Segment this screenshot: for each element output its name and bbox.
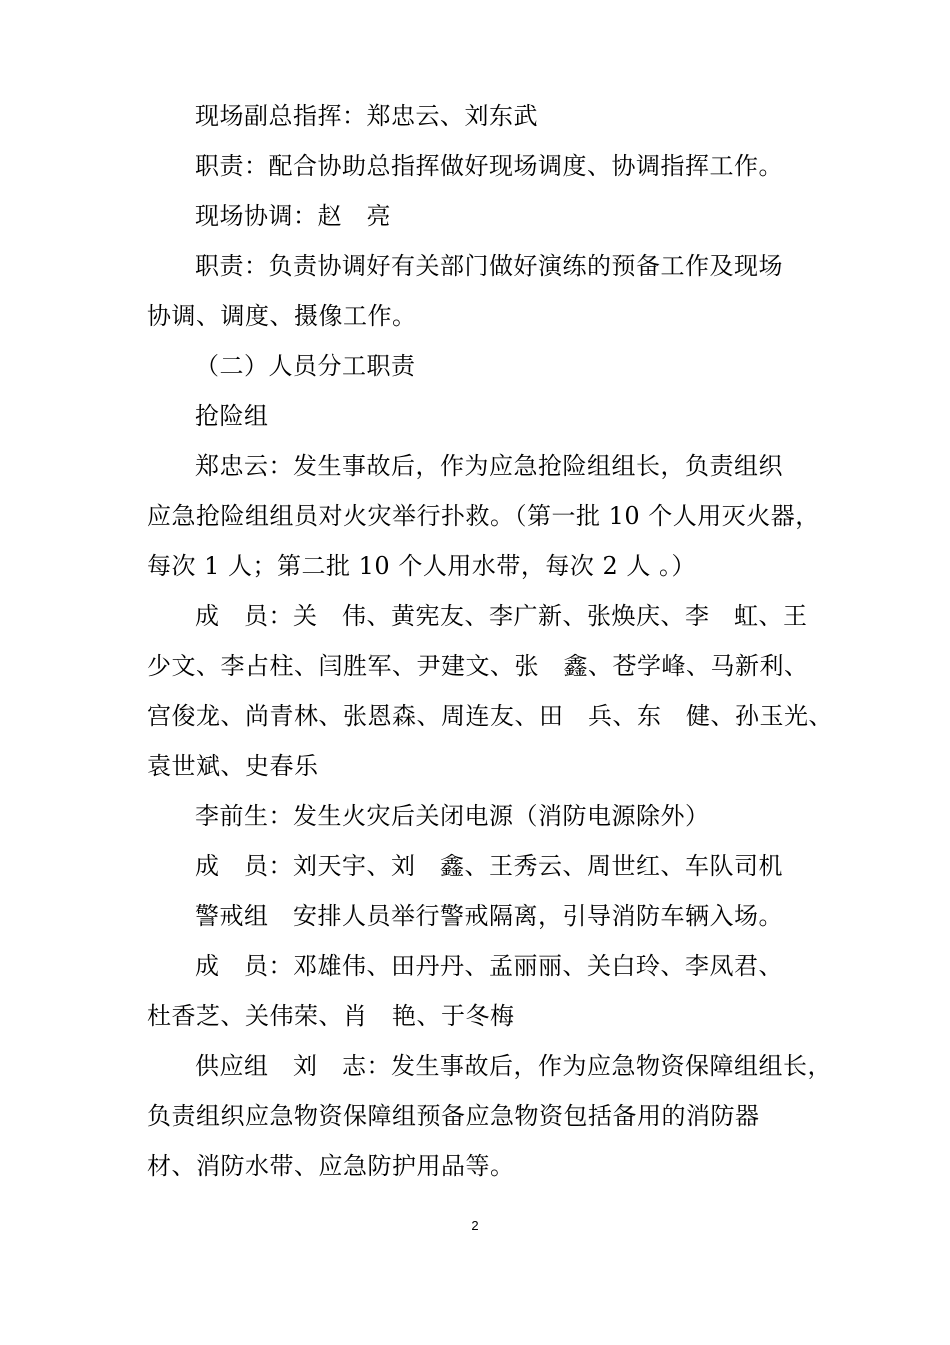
- rescue-members-line-2: 少文、李占柱、闫胜军、尹建文、张 鑫、苍学峰、马新利、: [147, 652, 809, 680]
- supply-group-line-1: 供应组 刘 志：发生事故后，作为应急物资保障组组长，: [195, 1052, 832, 1080]
- section-heading-staff-duties: （二）人员分工职责: [195, 352, 416, 380]
- deputy-commander-line: 现场副总指挥：郑忠云、刘东武: [195, 102, 538, 130]
- guard-members-line-2: 杜香芝、关伟荣、肖 艳、于冬梅: [147, 1002, 515, 1030]
- guard-group-line: 警戒组 安排人员举行警戒隔离，引导消防车辆入场。: [195, 902, 783, 930]
- rescue-leader-line-3: 每次 1 人；第二批 10 个人用水带，每次 2 人 。）: [147, 552, 696, 580]
- rescue-members-line-3: 宫俊龙、尚青林、张恩森、周连友、田 兵、东 健、孙玉光、: [147, 702, 833, 730]
- coordinator-duty-line-2: 协调、调度、摄像工作。: [147, 302, 417, 330]
- supply-group-line-3: 材、消防水带、应急防护用品等。: [147, 1152, 515, 1180]
- coordinator-duty-line-1: 职责：负责协调好有关部门做好演练的预备工作及现场: [195, 252, 783, 280]
- rescue-members-line-1: 成 员：关 伟、黄宪友、李广新、张焕庆、李 虹、王: [195, 602, 808, 630]
- coordinator-line: 现场协调：赵 亮: [195, 202, 391, 230]
- rescue-members-line-4: 袁世斌、史春乐: [147, 752, 319, 780]
- power-members-line: 成 员：刘天宇、刘 鑫、王秀云、周世红、车队司机: [195, 852, 783, 880]
- page-number: 2: [471, 1218, 479, 1233]
- rescue-leader-line-1: 郑忠云：发生事故后，作为应急抢险组组长，负责组织: [195, 452, 783, 480]
- supply-group-line-2: 负责组织应急物资保障组预备应急物资包括备用的消防器: [147, 1102, 760, 1130]
- guard-members-line-1: 成 员：邓雄伟、田丹丹、孟丽丽、关白玲、李凤君、: [195, 952, 783, 980]
- deputy-duty-line: 职责：配合协助总指挥做好现场调度、协调指挥工作。: [195, 152, 783, 180]
- rescue-leader-line-2: 应急抢险组组员对火灾举行扑救。（第一批 10 个人用灭火器，: [147, 502, 820, 530]
- rescue-group-heading: 抢险组: [195, 402, 269, 430]
- power-off-duty-line: 李前生：发生火灾后关闭电源（消防电源除外）: [195, 802, 710, 830]
